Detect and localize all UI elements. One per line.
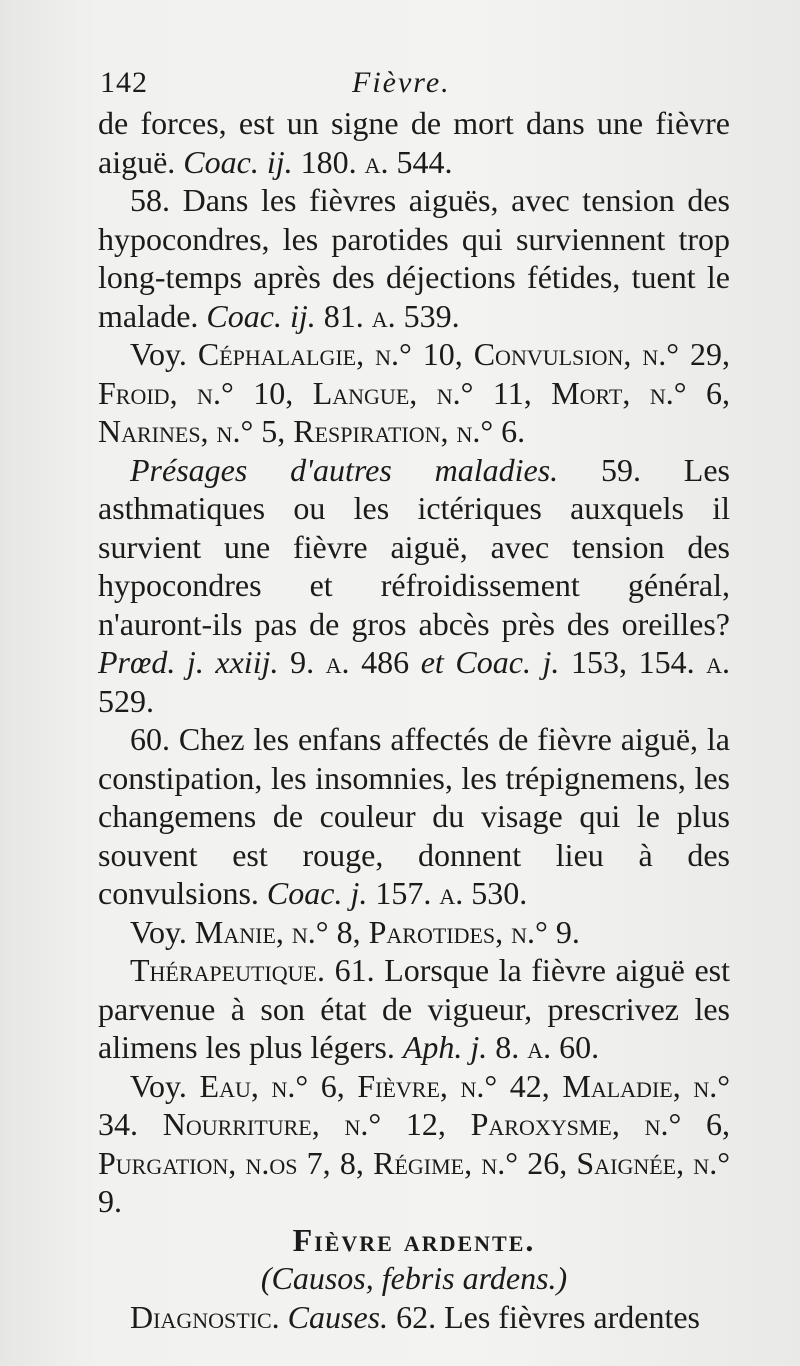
text-run: 61. Lorsque la fièvre aiguë est parvenue à son état de vigueur, prescrivez les alimens les plus légers. [98,952,730,1065]
citation: Coac. j. [266,875,368,911]
citation: Aph. j. [402,1029,488,1065]
text-run: 60. Chez les enfans affectés de fièvre aiguë, la constipation, les insomnies, les trépignemens, les changemens de couleur du visage qui le plus souvent est rouge, donnent lieu à des convulsions. [98,721,730,911]
section-label: Thérapeutique. [130,952,325,988]
text-run: 81. [315,297,372,334]
text-run: 59. Les asthmatiques ou les ictériques auxquels il survient une fièvre aiguë, avec tension des hypocondres et réfroidissement général, n'auront-ils pas de gros abcès près des oreilles? [98,451,730,642]
cross-reference-list: Manie, n.° 8, Parotides, n.° 9. [194,913,580,950]
text-run: 529. [98,682,154,719]
paragraph-59 [98,451,730,721]
citation: Prœd. j. xxiij. [98,644,279,680]
paragraph-58 [98,181,730,335]
citation-article: a. [325,644,350,680]
text-run: 530. [463,875,528,911]
text-run: 62. Les fièvres ardentes [388,1298,700,1335]
citation: Coac. ij. [183,143,293,180]
subsection-label: Causes. [279,1298,389,1335]
cross-reference-2 [98,913,730,952]
citation: et Coac. j. [420,644,560,680]
text-run: 180. [292,143,365,180]
citation: Coac. ij. [206,297,316,334]
text-run: 60. [551,1029,600,1065]
cross-reference-list: Eau, n.° 6, Fièvre, n.° 42, Maladie, n.° 34. Nourriture, n.° 12, Paroxysme, n.° 6, Purgation, n.os 7, 8, Régime, n.° 26, Saignée, n.° 9. [98,1067,730,1219]
text-run: 539. [395,297,460,334]
text-run: 9. [278,644,326,680]
text-run: de forces, est un signe de mort dans une fièvre aiguë. [98,105,730,180]
paragraph-57-end [98,104,730,181]
cross-reference-list: Céphalalgie, n.° 10, Convulsion, n.° 29, Froid, n.° 10, Langue, n.° 11, Mort, n.° 6, Narines, n.° 5, Respiration, n.° 6. [98,336,731,449]
citation-article: a. [439,875,464,911]
text-run: Voy. [130,913,195,950]
cross-reference-3 [98,1067,730,1221]
text-run: 58. Dans les fièvres aiguës, avec tension des hypocondres, les parotides qui surviennent trop long-temps après des déjections fétides, tuent le malade. [98,182,730,334]
section-heading: Fièvre ardente. [292,1221,536,1258]
cross-reference-1 [98,335,730,451]
citation-article: a. [364,143,389,180]
citation-article: a. [371,297,396,334]
page-header [100,66,730,106]
paragraph-61 [98,951,730,1067]
paragraph-60 [98,720,730,913]
text-run: 544. [388,143,453,180]
text-run: 153, 154. [559,644,707,680]
citation-article: a. [706,644,731,680]
paragraph-62-start [98,1298,730,1337]
running-head: Fièvre. [352,66,451,99]
section-subheading: (Causos, febris ardens.) [260,1260,568,1296]
text-run: 157. [367,875,440,911]
section-label: Présages d'autres maladies. [130,451,559,488]
text-run: Voy. [130,336,198,372]
citation-article: a. [527,1029,552,1065]
text-run: 8. [487,1029,528,1065]
section-label: Diagnostic. [130,1298,280,1335]
text-run: 486 [349,644,421,680]
page-body [98,104,730,1336]
text-run: Voy. [130,1067,200,1104]
page-number: 142 [100,66,148,99]
